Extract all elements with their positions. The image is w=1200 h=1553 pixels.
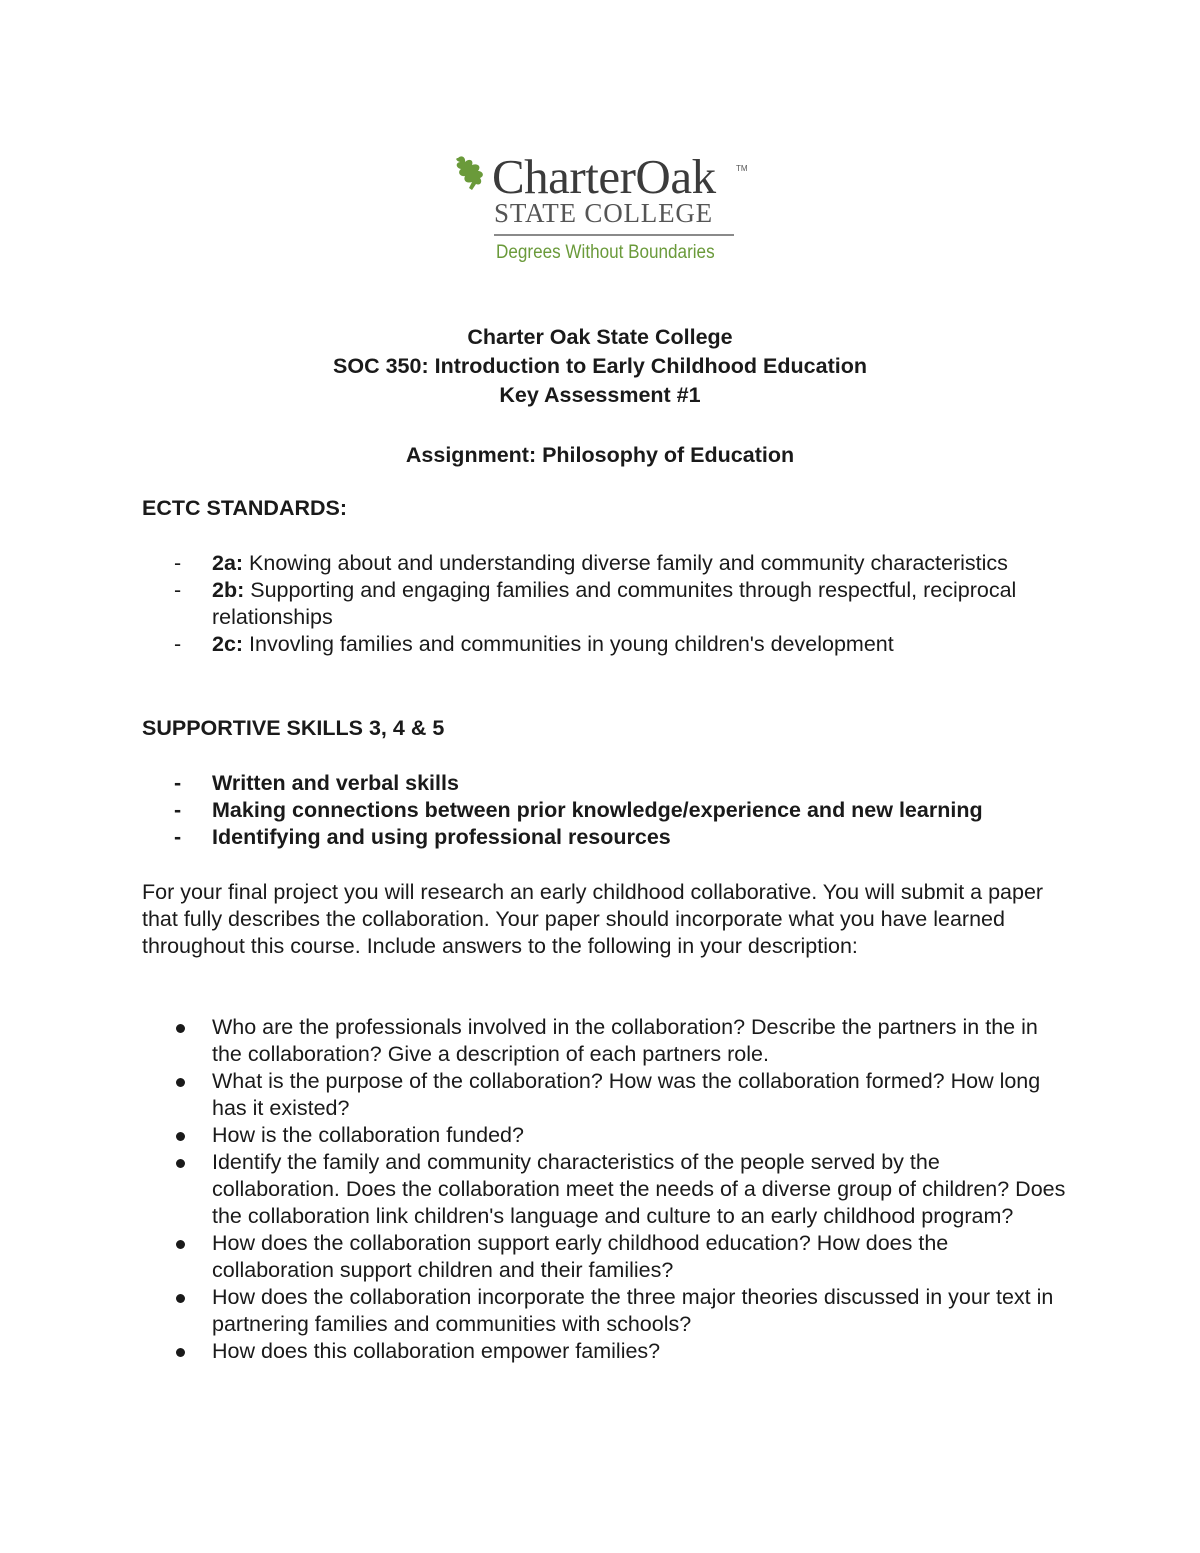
list-item: What is the purpose of the collaboration? How was the collaboration formed? How long has it existed? [142, 1068, 1072, 1122]
questions-list [142, 1014, 1072, 1365]
skills-list [142, 770, 1072, 851]
ectc-heading: ECTC STANDARDS: [142, 496, 348, 520]
list-item: - Making connections between prior knowledge/experience and new learning [174, 798, 983, 822]
list-item: Identify the family and community characteristics of the people served by the collaboration. Does the collaboration meet the needs of a diverse group of children? Does the collaboration link children's language and culture to an early childhood program? [142, 1149, 1072, 1230]
logo-divider [494, 234, 734, 236]
assessment-title: Key Assessment #1 [499, 383, 701, 407]
list-item: - 2c: Invovling families and communities in young children's development [174, 632, 894, 656]
logo-subtitle: STATE COLLEGE [494, 198, 713, 228]
intro-paragraph: For your final project you will research an early childhood collaborative. You will submit a paper that fully describes the collaboration. Your paper should incorporate what you have learned throughout this course. Include answers to the following in your description: [142, 880, 1044, 958]
course-title: SOC 350: Introduction to Early Childhood Education [333, 354, 867, 378]
bullet-icon [176, 1159, 185, 1168]
skills-heading: SUPPORTIVE SKILLS 3, 4 & 5 [142, 716, 445, 740]
bullet-icon [176, 1348, 185, 1357]
list-item: Who are the professionals involved in the collaboration? Describe the partners in the in the collaboration? Give a description of each partners role. [142, 1014, 1072, 1068]
list-item: How does this collaboration empower families? [142, 1338, 1072, 1365]
assignment-title: Assignment: Philosophy of Education [405, 443, 795, 467]
bullet-icon [176, 1024, 185, 1033]
bullet-icon [176, 1294, 185, 1303]
oak-leaf-icon [452, 152, 492, 192]
bullet-icon [176, 1078, 185, 1087]
list-item: How is the collaboration funded? [142, 1122, 1072, 1149]
list-item: - Identifying and using professional resources [174, 825, 671, 849]
college-name: Charter Oak State College [467, 325, 733, 349]
college-logo [448, 148, 748, 270]
logo-trademark: TM [736, 164, 748, 173]
list-item: How does the collaboration incorporate the three major theories discussed in your text in partnering families and communities with schools? [142, 1284, 1072, 1338]
list-item: How does the collaboration support early childhood education? How does the collaboration support children and their families? [142, 1230, 1072, 1284]
logo-wordmark: CharterOak [492, 149, 716, 204]
list-item: - 2b: Supporting and engaging families and communites through respectful, reciprocal relationships [174, 578, 1017, 629]
logo-tagline: Degrees Without Boundaries [496, 242, 715, 263]
list-item: - 2a: Knowing about and understanding diverse family and community characteristics [174, 551, 1008, 575]
bullet-icon [176, 1240, 185, 1249]
list-item: - Written and verbal skills [174, 771, 459, 795]
bullet-icon [176, 1132, 185, 1141]
ectc-list [142, 550, 1072, 658]
